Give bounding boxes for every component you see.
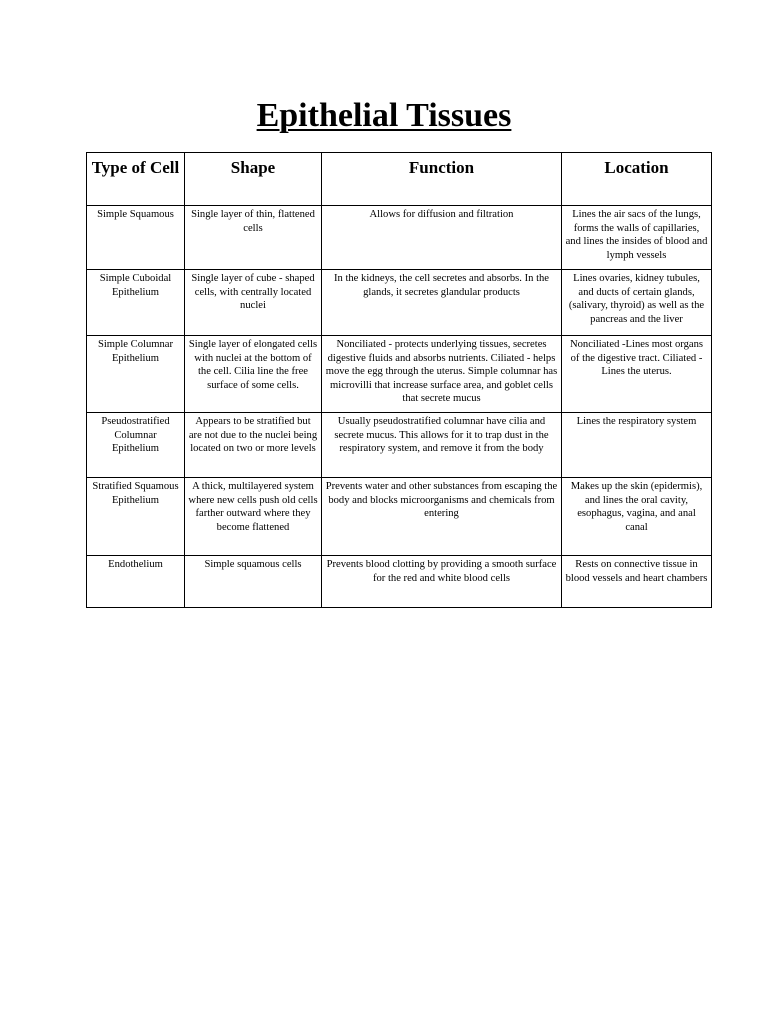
table-header-row [87,153,712,206]
header-location: Location [562,153,712,206]
cell-shape: Simple squamous cells [185,556,322,608]
cell-type: Endothelium [87,556,185,608]
cell-location: Makes up the skin (epidermis), and lines the oral cavity, esophagus, vagina, and anal canal [562,478,712,556]
header-type-of-cell: Type of Cell [87,153,185,206]
cell-location: Lines ovaries, kidney tubules, and ducts of certain glands, (salivary, thyroid) as well as the pancreas and the liver [562,270,712,336]
cell-shape: A thick, multilayered system where new cells push old cells farther outward where they become flattened [185,478,322,556]
cell-function: Allows for diffusion and filtration [322,206,562,270]
cell-type: Simple Cuboidal Epithelium [87,270,185,336]
header-shape: Shape [185,153,322,206]
table-row [87,556,712,608]
cell-type: Simple Squamous [87,206,185,270]
cell-function: Nonciliated - protects underlying tissues, secretes digestive fluids and absorbs nutrients. Ciliated - helps move the egg through the uterus. Simple columnar has microvilli that increase surface area, and goblet cells that secrete mucus [322,336,562,413]
cell-shape: Appears to be stratified but are not due to the nuclei being located on two or more levels [185,413,322,478]
cell-type: Pseudostratified Columnar Epithelium [87,413,185,478]
cell-function: Usually pseudostratified columnar have cilia and secrete mucus. This allows for it to trap dust in the respiratory system, and remove it from the body [322,413,562,478]
page-title: Epithelial Tissues [256,97,512,134]
table-row [87,270,712,336]
cell-location: Rests on connective tissue in blood vessels and heart chambers [562,556,712,608]
cell-location: Lines the air sacs of the lungs, forms the walls of capillaries, and lines the insides of blood and lymph vessels [562,206,712,270]
table-row [87,336,712,413]
cell-location: Nonciliated -Lines most organs of the digestive tract. Ciliated - Lines the uterus. [562,336,712,413]
cell-shape: Single layer of elongated cells with nuclei at the bottom of the cell. Cilia line the free surface of some cells. [185,336,322,413]
table-row [87,478,712,556]
cell-type: Stratified Squamous Epithelium [87,478,185,556]
table-row [87,206,712,270]
cell-type: Simple Columnar Epithelium [87,336,185,413]
cell-function: In the kidneys, the cell secretes and absorbs. In the glands, it secretes glandular products [322,270,562,336]
epithelial-tissues-table [86,152,712,608]
cell-function: Prevents blood clotting by providing a smooth surface for the red and white blood cells [322,556,562,608]
cell-function: Prevents water and other substances from escaping the body and blocks microorganisms and chemicals from entering [322,478,562,556]
table-row [87,413,712,478]
cell-shape: Single layer of cube - shaped cells, with centrally located nuclei [185,270,322,336]
header-function: Function [322,153,562,206]
cell-shape: Single layer of thin, flattened cells [185,206,322,270]
cell-location: Lines the respiratory system [562,413,712,478]
